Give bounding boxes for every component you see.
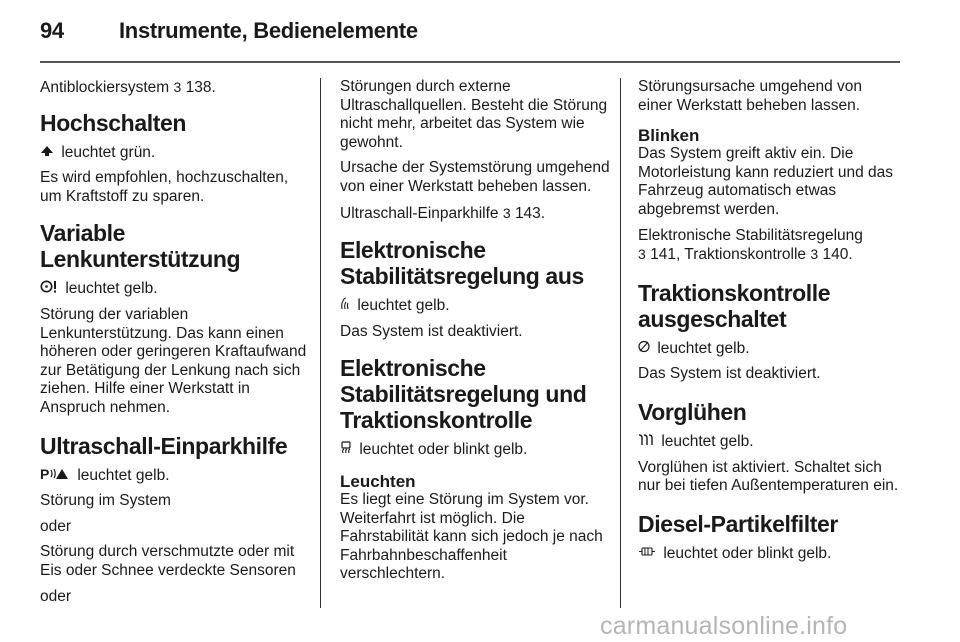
col2-p3-ref: 143. [514, 204, 546, 222]
heading-vorgluehen: Vorglühen [638, 398, 747, 425]
column-3 [638, 78, 900, 570]
heading-esp-tc: Elektronische Stabilitätsregelung und Traktionskontrolle [340, 355, 587, 434]
column-divider-2 [620, 78, 621, 608]
parking-sensor-icon [40, 467, 70, 480]
esp-aus-icon-line [340, 297, 612, 316]
ultraschall-p4: oder [40, 587, 72, 605]
subheading-blinken: Blinken [638, 126, 700, 146]
esp-aus-status: leuchtet gelb. [357, 297, 450, 315]
page-ref-icon: 3 [173, 79, 182, 95]
esp-tc-icon-line [340, 441, 612, 460]
esp-tc-sub-body: Es liegt eine Störung im System vor. Weiterfahrt ist möglich. Die Fahrstabilität kann sich jedoch je nach Fahrbahnbeschaffenheit verschlechtern. [340, 490, 603, 583]
ultraschall-p2: oder [40, 517, 72, 535]
heading-variable-lenkung: Variable Lenkunterstützung [40, 220, 241, 273]
variable-body: Störung der variablen Lenkunterstützung. Das kann einen höheren oder geringeren Kraftaufwand zur Betätigung der Lenkung nach sich ziehen. Hilfe einer Werkstatt in Anspruch nehmen. [40, 305, 307, 416]
variable-status: leuchtet gelb. [65, 280, 158, 298]
column-1 [40, 78, 310, 613]
col2-p3-text: Ultraschall-Einparkhilfe [340, 204, 499, 222]
subheading-leuchten: Leuchten [340, 471, 416, 491]
header-rule [40, 61, 900, 63]
watermark: carmanualsonline.info [600, 612, 848, 640]
tc-off-icon [638, 340, 650, 353]
blinken-body: Das System greift aktiv ein. Die Motorleistung kann reduziert und das Fahrzeug automatisch etwas abgebremst werden. [638, 145, 894, 218]
vorgluehen-status: leuchtet gelb. [661, 432, 754, 450]
ultraschall-status: leuchtet gelb. [77, 466, 170, 484]
col2-p1: Störungen durch externe Ultraschallquellen. Besteht die Störung nicht mehr, arbeitet das System wie gewohnt. [340, 78, 608, 151]
refs-text-1: Elektronische Stabilitätsregelung [638, 226, 863, 244]
steering-warning-icon [40, 280, 58, 293]
refs-ref-1: 141, Traktionskontrolle [650, 246, 807, 264]
esp-aus-body: Das System ist deaktiviert. [340, 322, 523, 340]
glow-plug-icon [638, 433, 654, 446]
ultraschall-p3: Störung durch verschmutzte oder mit Eis oder Schnee verdeckte Sensoren [40, 543, 296, 579]
refs-ref-2: 140. [822, 246, 853, 264]
hochschalten-body: Es wird empfohlen, hochzuschalten, um Kraftstoff zu sparen. [40, 169, 289, 205]
heading-traktion: Traktionskontrolle ausgeschaltet [638, 279, 831, 332]
traktion-status: leuchtet gelb. [657, 339, 750, 357]
intro-text: Antiblockiersystem [40, 79, 170, 96]
diesel-icon-line [638, 545, 900, 564]
column-2 [340, 78, 612, 591]
traktion-body: Das System ist deaktiviert. [638, 365, 821, 383]
esp-icon [340, 441, 352, 454]
page-ref-icon: 3 [502, 204, 511, 221]
svg-text:P: P [40, 466, 50, 480]
diesel-status: leuchtet oder blinkt gelb. [663, 544, 832, 562]
col2-p3 [340, 204, 612, 224]
diesel-particulate-filter-icon [638, 545, 656, 558]
vorgluehen-body: Vorglühen ist aktiviert. Schaltet sich nur bei tiefen Außentemperaturen ein. [638, 458, 899, 495]
hochschalten-icon-line [40, 144, 310, 163]
page-ref-icon: 3 [638, 246, 646, 263]
col3-refs [638, 227, 900, 265]
page-number: 94 [40, 18, 64, 43]
column-divider-1 [320, 78, 321, 608]
intro-paragraph [40, 78, 310, 98]
traktion-icon-line [638, 340, 900, 359]
page-title: Instrumente, Bedienelemente [119, 18, 418, 43]
heading-ultraschall: Ultraschall-Einparkhilfe [40, 432, 288, 459]
esp-tc-status: leuchtet oder blinkt gelb. [359, 441, 528, 459]
intro-ref: 138. [185, 79, 216, 96]
upshift-icon [40, 145, 54, 157]
vorgluehen-icon-line [638, 433, 900, 452]
heading-esp-aus: Elektronische Stabilitätsregelung aus [340, 237, 584, 290]
heading-diesel: Diesel-Partikelfilter [638, 510, 838, 537]
heading-hochschalten: Hochschalten [40, 109, 187, 136]
hochschalten-status: leuchtet grün. [61, 143, 156, 161]
ultraschall-p1: Störung im System [40, 492, 171, 510]
ultraschall-icon-line [40, 467, 310, 486]
variable-icon-line [40, 280, 310, 299]
col2-p2: Ursache der Systemstörung umgehend von einer Werkstatt beheben lassen. [340, 159, 610, 195]
esp-off-icon [340, 297, 350, 310]
page-ref-icon: 3 [810, 246, 819, 263]
col3-p1: Störungsursache umgehend von einer Werkstatt beheben lassen. [638, 78, 863, 114]
